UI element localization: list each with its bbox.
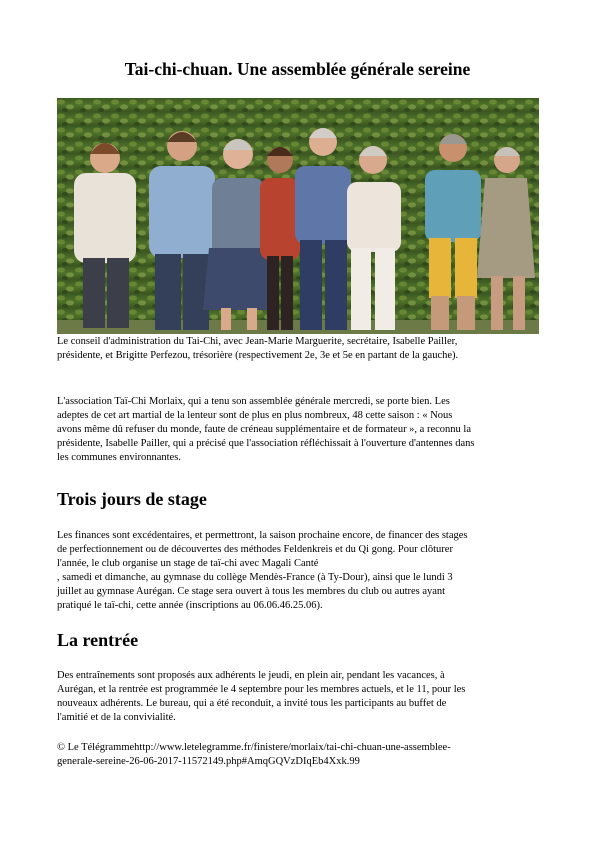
section-heading-rentree: La rentrée [57, 630, 139, 650]
text-line: adeptes de cet art martial de la lenteur sont de plus en plus nombreux, 48 cette saison : « Nous [57, 410, 453, 421]
text-line: présidente, Isabelle Pailler, qui a précisé que l'association réfléchissait à l'ouverture d'antennes dans [57, 438, 475, 449]
group-photo [57, 98, 539, 334]
photo-caption [57, 335, 543, 363]
text-line: Les finances sont excédentaires, et permettront, la saison prochaine encore, de financer des stages [57, 530, 468, 541]
text-line: de perfectionnement ou de découvertes des méthodes Feldenkreis et du Qi gong. Pour clôturer [57, 544, 453, 555]
text-line: l'amitié et de la convivialité. [57, 712, 176, 723]
text-line: juillet au gymnase Aurégan. Ce stage sera ouvert à tous les membres du club ou autres ayant [57, 586, 446, 597]
text-line: l'année, le club organise un stage de taï-chi avec Magali Canté [57, 558, 319, 569]
copyright-source [57, 741, 543, 769]
stage-paragraph [57, 529, 543, 613]
article-title: Tai-chi-chuan. Une assemblée générale sereine [124, 59, 471, 79]
text-line: pratiqué le taï-chi, cette année (inscriptions au 06.06.46.25.06). [57, 600, 323, 611]
text-line: Aurégan, et la rentrée est programmée le 4 septembre pour les membres actuels, et le 11, pour les [57, 684, 466, 695]
copyright-line: © Le Télégrammehttp://www.letelegramme.fr/finistere/morlaix/tai-chi-chuan-une-assemblee- [57, 742, 451, 753]
text-line: Des entraînements sont proposés aux adhérents le jeudi, en plein air, pendant les vacances, à [57, 670, 445, 681]
intro-paragraph [57, 395, 543, 465]
caption-line: Le conseil d'administration du Tai-Chi, avec Jean-Marie Marguerite, secrétaire, Isabelle Pailler, [57, 336, 458, 347]
caption-line: présidente, et Brigitte Perfezou, trésorière (respectivement 2e, 3e et 5e en partant de la gauche). [57, 350, 459, 361]
text-line: L'association Taï-Chi Morlaix, qui a tenu son assemblée générale mercredi, se porte bien. Les [57, 396, 450, 407]
text-line: nouveaux adhérents. Le bureau, qui a été reconduit, a invité tous les participants au buffet de [57, 698, 447, 709]
text-line: les communes environnantes. [57, 452, 181, 463]
rentree-paragraph [57, 669, 543, 725]
text-line: , samedi et dimanche, au gymnase du collège Mendès-France (à Ty-Dour), ainsi que le lundi 3 [57, 572, 453, 583]
copyright-line: generale-sereine-26-06-2017-11572149.php#AmqGQVzDIqEb4Xxk.99 [57, 756, 360, 767]
text-line: avons même dû refuser du monde, faute de créneau supplémentaire et de formateur », a reconnu la [57, 424, 471, 435]
section-heading-stage: Trois jours de stage [57, 489, 207, 509]
group-photo-image [57, 98, 539, 334]
